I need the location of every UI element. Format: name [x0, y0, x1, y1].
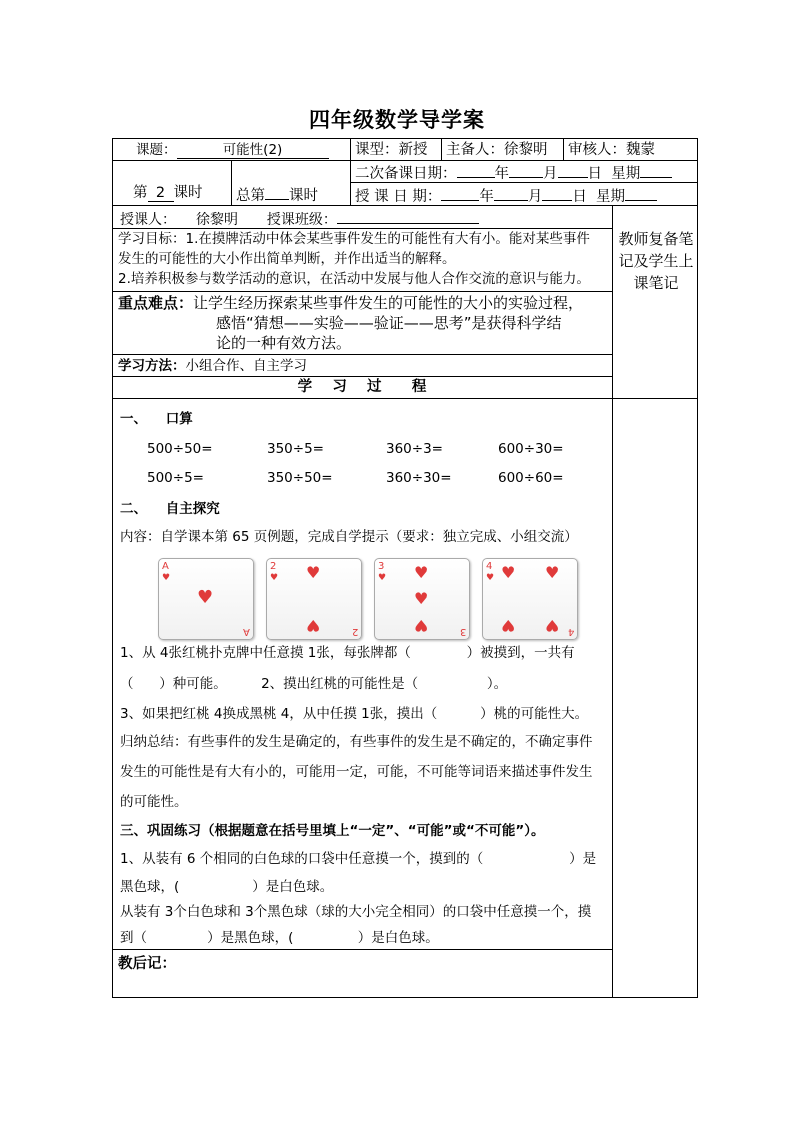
question-1-line-2: （ ）种可能。 2、摸出红桃的可能性是（ ）。 — [120, 676, 508, 692]
heart-icon: ♥ — [501, 616, 516, 635]
section-2-content: 内容：自学课本第 65 页例题，完成自学提示（要求：独立完成、小组交流） — [120, 529, 578, 545]
calc-item: 500÷50= — [147, 441, 213, 457]
topic-label: 课题： — [136, 142, 177, 158]
preparer: 主备人：徐黎明 — [446, 142, 548, 158]
objectives-line-3: 2.培养积极参与数学活动的意识，在活动中发展与他人合作交流的意识与能力。 — [118, 271, 590, 287]
exercise-line-2: 黑色球，( ）是白色球。 — [120, 879, 334, 895]
question-3: 3、如果把红桃 4换成黑桃 4，从中任摸 1张，摸出（ ）桃的可能性大。 — [120, 706, 589, 722]
playing-card-ace-hearts: A ♥ A ♥ — [158, 558, 254, 640]
total-lesson-number: 总第 课时 — [236, 184, 318, 205]
lesson-type: 课型：新授 — [355, 142, 428, 158]
class-date: 授 课 日 期： 年 月 日 星期 — [355, 185, 657, 206]
doc-title: 四年级数学导学案 — [309, 107, 485, 132]
after-class-notes-label: 教后记： — [118, 956, 176, 972]
section-1-title: 一、 口算 — [120, 411, 193, 427]
lesson-number: 第 2 课时 — [133, 185, 203, 201]
key-points-line-3: 论的一种有效方法。 — [216, 334, 352, 352]
heart-icon: ♥ — [545, 563, 560, 582]
key-points-line-1: 重点难点：让学生经历探索某些事件发生的可能性的大小的实验过程， — [118, 294, 584, 312]
heart-icon: ♥ — [270, 573, 279, 583]
heart-icon: ♥ — [306, 616, 321, 635]
teacher-field: 授课人： 徐黎明 授课班级： — [120, 208, 479, 229]
objectives-line-1: 学习目标：1.在摸牌活动中体会某些事件发生的可能性有大有小。能对某些事件 — [118, 231, 590, 247]
heart-icon: ♥ — [486, 573, 495, 583]
heart-icon: ♥ — [414, 616, 429, 635]
summary-line-3: 的可能性。 — [120, 794, 188, 810]
summary-line-1: 归纳总结：有些事件的发生是确定的，有些事件的发生是不确定的，不确定事件 — [120, 734, 593, 750]
calc-item: 350÷5= — [267, 441, 324, 457]
heart-icon: ♥ — [197, 587, 214, 608]
playing-card-4-hearts: 4 ♥ 4 ♥ ♥ ♥ ♥ — [482, 558, 578, 640]
heart-icon: ♥ — [378, 573, 387, 583]
col-divider — [612, 205, 613, 998]
topic-value: 可能性(2) — [177, 143, 329, 159]
section-2-title: 二、 自主探究 — [120, 501, 220, 517]
row-divider — [112, 398, 698, 399]
summary-line-2: 发生的可能性是有大有小的，可能用一定，可能，不可能等词语来描述事件发生 — [120, 764, 593, 780]
exercise-line-3: 从装有 3个白色球和 3个黑色球（球的大小完全相同）的口袋中任意摸一个，摸 — [120, 904, 592, 920]
process-title: 学 习 过 程 — [297, 379, 427, 395]
calc-item: 500÷5= — [147, 470, 204, 486]
col-divider — [350, 138, 351, 205]
heart-icon: ♥ — [306, 563, 321, 582]
calc-item: 600÷60= — [498, 470, 564, 486]
row-divider — [112, 354, 612, 355]
row-divider — [112, 376, 612, 377]
calc-item: 350÷50= — [267, 470, 333, 486]
topic-field — [136, 141, 329, 159]
heart-icon: ♥ — [501, 563, 516, 582]
reviewer: 审核人：魏蒙 — [568, 142, 655, 158]
heart-icon: ♥ — [545, 616, 560, 635]
heart-icon: ♥ — [414, 589, 429, 608]
calc-item: 360÷3= — [386, 441, 443, 457]
heart-icon: ♥ — [162, 573, 171, 583]
col-divider — [231, 160, 232, 205]
calc-item: 360÷30= — [386, 470, 452, 486]
row-divider — [112, 160, 698, 161]
heart-icon: ♥ — [414, 563, 429, 582]
section-3-title: 三、巩固练习（根据题意在括号里填上“一定”、“可能”或“不可能”）。 — [120, 823, 545, 839]
col-divider — [563, 138, 564, 160]
col-divider — [441, 138, 442, 160]
teacher-notes-heading: 教师复备笔记及学生上课笔记 — [618, 230, 694, 292]
calc-item: 600÷30= — [498, 441, 564, 457]
exercise-line-1: 1、从装有 6 个相同的白色球的口袋中任意摸一个，摸到的（ ）是 — [120, 851, 597, 867]
key-points-line-2: 感悟“猜想——实验——验证——思考”是获得科学结 — [216, 314, 562, 332]
learning-method: 学习方法：小组合作、自主学习 — [118, 358, 307, 374]
row-divider — [112, 291, 612, 292]
objectives-line-2: 发生的可能性的大小作出简单判断，并作出适当的解释。 — [118, 251, 456, 267]
second-prep-date: 二次备课日期： 年 月 日 星期 — [355, 162, 672, 183]
playing-card-2-hearts: 2 ♥ 2 ♥ ♥ — [266, 558, 362, 640]
question-1-line-1: 1、从 4张红桃扑克牌中任意摸 1张，每张牌都（ ）被摸到，一共有 — [120, 645, 575, 661]
playing-card-3-hearts: 3 ♥ 3 ♥ ♥ ♥ — [374, 558, 470, 640]
exercise-line-4: 到（ ）是黑色球，( ）是白色球。 — [120, 930, 439, 946]
